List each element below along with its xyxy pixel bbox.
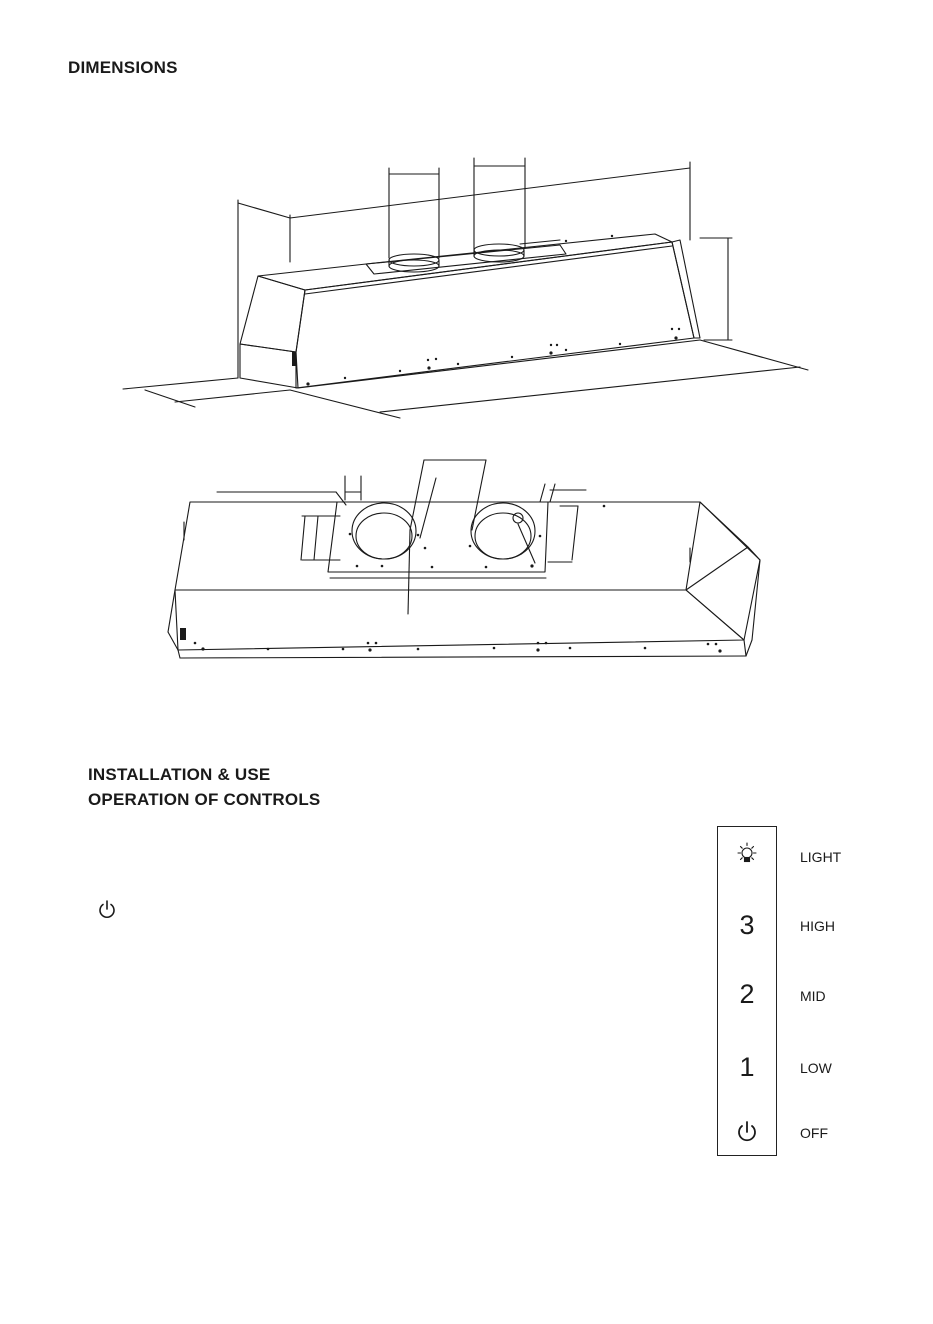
power-icon [96, 898, 118, 920]
high-speed-button[interactable]: 3 [739, 910, 755, 940]
off-label: OFF [800, 1125, 828, 1141]
installation-heading: INSTALLATION & USE [88, 765, 271, 784]
operation-of-controls-heading: OPERATION OF CONTROLS [88, 790, 321, 809]
power-icon[interactable] [734, 1119, 760, 1145]
hood-perspective-view [123, 158, 808, 418]
dimensions-heading: DIMENSIONS [68, 58, 178, 77]
control-panel [717, 826, 777, 1156]
mid-speed-button[interactable]: 2 [739, 979, 755, 1009]
light-bulb-icon[interactable] [734, 841, 760, 867]
low-label: LOW [800, 1060, 832, 1076]
mid-label: MID [800, 988, 826, 1004]
low-speed-button[interactable]: 1 [739, 1052, 755, 1082]
hood-top-view [168, 460, 760, 658]
high-label: HIGH [800, 918, 835, 934]
light-label: LIGHT [800, 849, 842, 865]
